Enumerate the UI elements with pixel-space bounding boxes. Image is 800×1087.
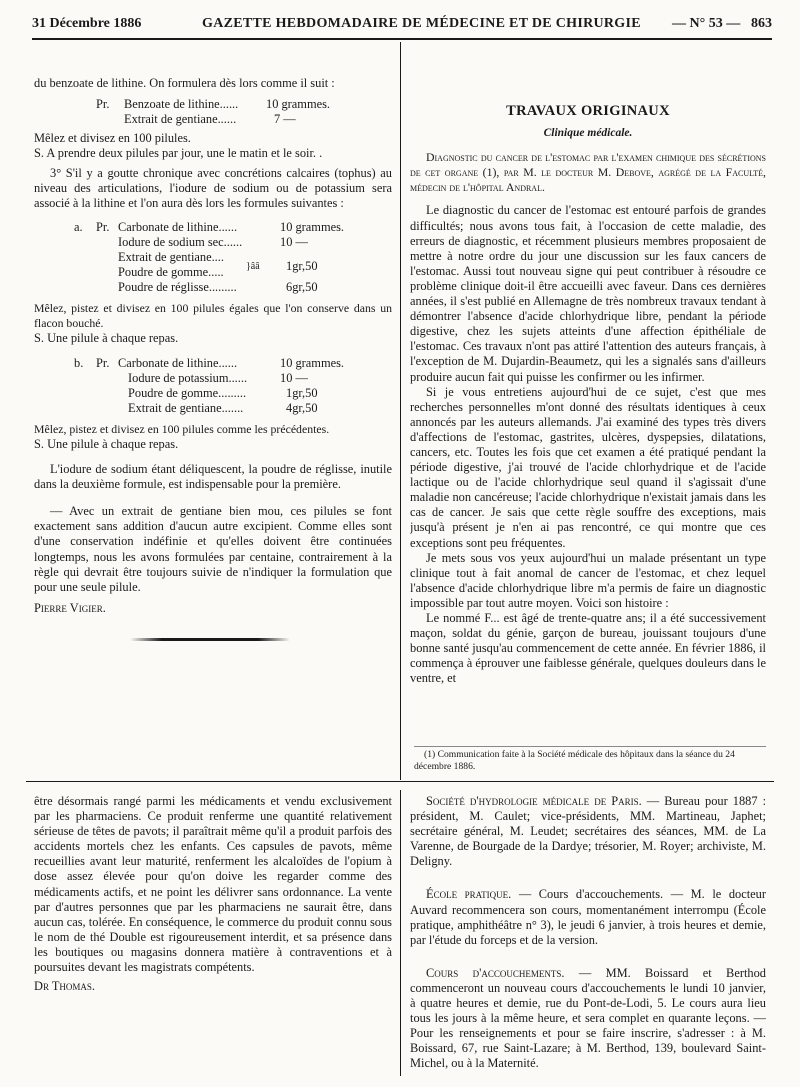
left-column-top	[34, 76, 392, 776]
paragraph-iodure: L'iodure de sodium étant déliquescent, la poudre de réglisse, inutile dans la deuxième formule, est indispensable pour la première.	[34, 462, 392, 492]
mix-instruction-a: Mêlez, pistez et divisez en 100 pilules égales que l'on conserve dans un flacon bouché.	[34, 300, 392, 330]
column-divider-top	[400, 42, 401, 780]
issue-number: — N° 53 —	[672, 16, 741, 31]
signature-vigier: Pierre Vigier.	[34, 600, 106, 615]
article-paragraph-2: Si je vous entretiens aujourd'hui de ce sujet, c'est que mes recherches personnelles m'ont donné des résultats identiques à ceux annoncés par les auteurs allemands. J'ai examiné des types très divers d'affections de l'estomac, gastrites, ulcères, dyspepsies, dilatations, cancers, etc. Toutes les fois que cet examen a été pratiqué pendant la période digestive, j'ai trouvé de l'acide chlorhydrique et de l'acide lactique ou de l'acide chlorhydrique seul quand il s'agissait d'une maladie non cancéreuse; l'acide chlorhydrique n'existait jamais dans les cas de cancer. Je sais que cette règle souffre des exceptions, mais jusqu'à présent je n'en ai pas rencontré, ce qui montre que ces exceptions sont peu fréquentes.	[410, 384, 766, 550]
signature-thomas: Dr Thomas.	[34, 979, 95, 994]
column-divider-bottom	[400, 790, 401, 1076]
intro-text: du benzoate de lithine. On formulera dès lors comme il suit :	[34, 76, 335, 90]
right-column-bottom	[410, 794, 766, 1078]
mix-instruction-1: Mêlez et divisez en 100 pilules.	[34, 131, 191, 146]
journal-title: GAZETTE HEBDOMADAIRE DE MÉDECINE ET DE CHIRURGIE	[202, 16, 641, 31]
running-header	[32, 14, 772, 40]
dosage-b: S. Une pilule à chaque repas.	[34, 436, 179, 451]
formula-a: a. Pr. Carbonate de lithine...... 10 grammes. Iodure de sodium sec...... 10 — Extrait de gentiane.... Poudre de gomme..... }ââ 1gr,50 Poudre de réglisse......... 6gr,50	[74, 219, 345, 294]
societe-hydrologie-notice: Société d'hydrologie médicale de Paris. — Bureau pour 1887 : président, M. Caulet; vice-présidents, MM. Martineau, Japhet; secrétaire général, M. Leudet; secrétaires des séances, MM. de La Varenne, de Bourgade de la Dardye; trésorier, M. Royer; archiviste, M. Deligny.	[410, 794, 766, 869]
mix-instruction-b: Mêlez, pistez et divisez en 100 pilules comme les précédentes.	[34, 421, 330, 436]
page-number: 863	[751, 16, 772, 31]
article-paragraph-1: Le diagnostic du cancer de l'estomac est entouré parfois de grandes difficultés; nous avons tous fait, à l'occasion de cette maladie, des erreurs de diagnostic, et récemment plusieurs membres proposaient de mettre à notre ordre du jour une discussion sur les faux cancers de l'estomac. Aussi tout nouveau signe qui peut contribuer à résoudre ce problème clinique doit-il être accueilli avec faveur. Dans ces dernières années, il s'est publié en Allemagne de très nombreux travaux tendant à démontrer l'absence d'acide chlorhydrique libre, pendant la période digestive, chez les sujets atteints d'une affection épithéliale de l'estomac. Ces travaux n'ont pas attiré l'attention des auteurs français, à l'exception de M. Dujardin-Beaumetz, qui les a signalés sans d'ailleurs produire aucun fait qui puisse les confirmer ou les infirmer.	[410, 203, 766, 384]
end-ornament	[130, 638, 290, 641]
header-date: 31 Décembre 1886	[32, 16, 142, 31]
right-column-top	[410, 104, 766, 780]
article-paragraph-4: Le nommé F... est âgé de trente-quatre ans; il a été successivement maçon, soldat du génie, garçon de bureau, jouissant toujours d'une bonne santé jusqu'au commencement de cette année. En février 1886, il commença à éprouver une faiblesse générale, quelques douleurs dans le ventre, et	[410, 611, 766, 686]
ecole-pratique-notice: École pratique. — Cours d'accouchements. — M. le docteur Auvard recommencera son cours, momentanément interrompu (École pratique, amphithéâtre n° 3), le jeudi 6 janvier, à trois heures et demie, par l'étude du forceps et de la version.	[410, 887, 766, 947]
formula-b: b. Pr. Carbonate de lithine...... 10 grammes. Iodure de potassium...... 10 — Poudre de gomme......... 1gr,50 Extrait de gentiane....... 4gr,50	[74, 355, 345, 415]
thomas-paragraph: être désormais rangé parmi les médicaments et vendu exclusivement par les pharmaciens. Ce produit renferme une quantité relativement sérieuse de têtes de pavots; il paraîtrait même qu'il a produit parfois des accidents mortels chez les enfants. Ces capsules de pavots, même recueillies avant leur maturité, renferment les alcaloïdes de l'opium à dose assez élevée pour qu'on doive les regarder comme des médicaments actifs, et ne point les délivrer sans ordonnance. La vente par d'autres personnes que par les pharmaciens ne saurait être, dans aucun cas, tolérée. En conséquence, le commerce du produit connu sous le nom de thé Double est rigoureusement interdit, et sa présence dans les boutiques ou magasins donnera matière à contraventions et à poursuites devant les magistrats compétents.	[34, 794, 392, 975]
paragraph-gentiane: — Avec un extrait de gentiane bien mou, ces pilules se font exactement sans addition d'aucun autre excipient. Comme elles sont d'une conservation indéfinie et qu'elles doivent être continuées longtemps, nous les avons formulées par centaine, contrairement à la règle qui devrait être toujours suivie de n'indiquer la formulation que pour une seule pilule.	[34, 504, 392, 594]
left-column-bottom	[34, 794, 392, 1078]
article-paragraph-3: Je mets sous vos yeux aujourd'hui un malade présentant un type clinique tout à fait anomal de cancer de l'estomac, et chez lequel l'absence d'acide chlorhydrique libre m'a permis de faire un diagnostic impossible par tout autre moyen. Voici son histoire :	[410, 550, 766, 610]
formula-1: Pr. Benzoate de lithine...... 10 grammes. Extrait de gentiane...... 7 —	[96, 97, 331, 127]
section-divider	[26, 781, 774, 782]
cours-accouchements-notice: Cours d'accouchements. — MM. Boissard et Berthod commenceront un nouveau cours d'accouchements le lundi 10 janvier, à quatre heures et demie, rue du Pont-de-Lodi, 5. Le cours aura lieu tous les jours à la même heure, et sera complet en quarante leçons. — Pour les renseignements et pour se faire inscrire, s'adresser : à M. Boissard, 67, rue Saint-Lazare; à M. Berthod, 139, boulevard Saint-Michel, ou à la Maternité.	[410, 965, 766, 1071]
footnote: (1) Communication faite à la Société médicale des hôpitaux dans la séance du 24 décembre 1886.	[414, 746, 766, 773]
paragraph-goutte: 3° S'il y a goutte chronique avec concrétions calcaires (tophus) au niveau des articulations, l'iodure de sodium ou de potassium sera associé à la lithine et l'on aura dès lors les formules suivantes :	[34, 166, 392, 211]
section-title: TRAVAUX ORIGINAUX	[506, 104, 670, 119]
article-heading: Diagnostic du cancer de l'estomac par l'examen chimique des sécrétions de cet organe (1), par M. le docteur M. Debove, agrégé de la Faculté, médecin de l'hôpital Andral.	[410, 150, 766, 195]
dosage-a: S. Une pilule à chaque repas.	[34, 330, 179, 345]
subsection-title: Clinique médicale.	[543, 127, 633, 140]
dosage-1: S. A prendre deux pilules par jour, une le matin et le soir. .	[34, 146, 323, 161]
